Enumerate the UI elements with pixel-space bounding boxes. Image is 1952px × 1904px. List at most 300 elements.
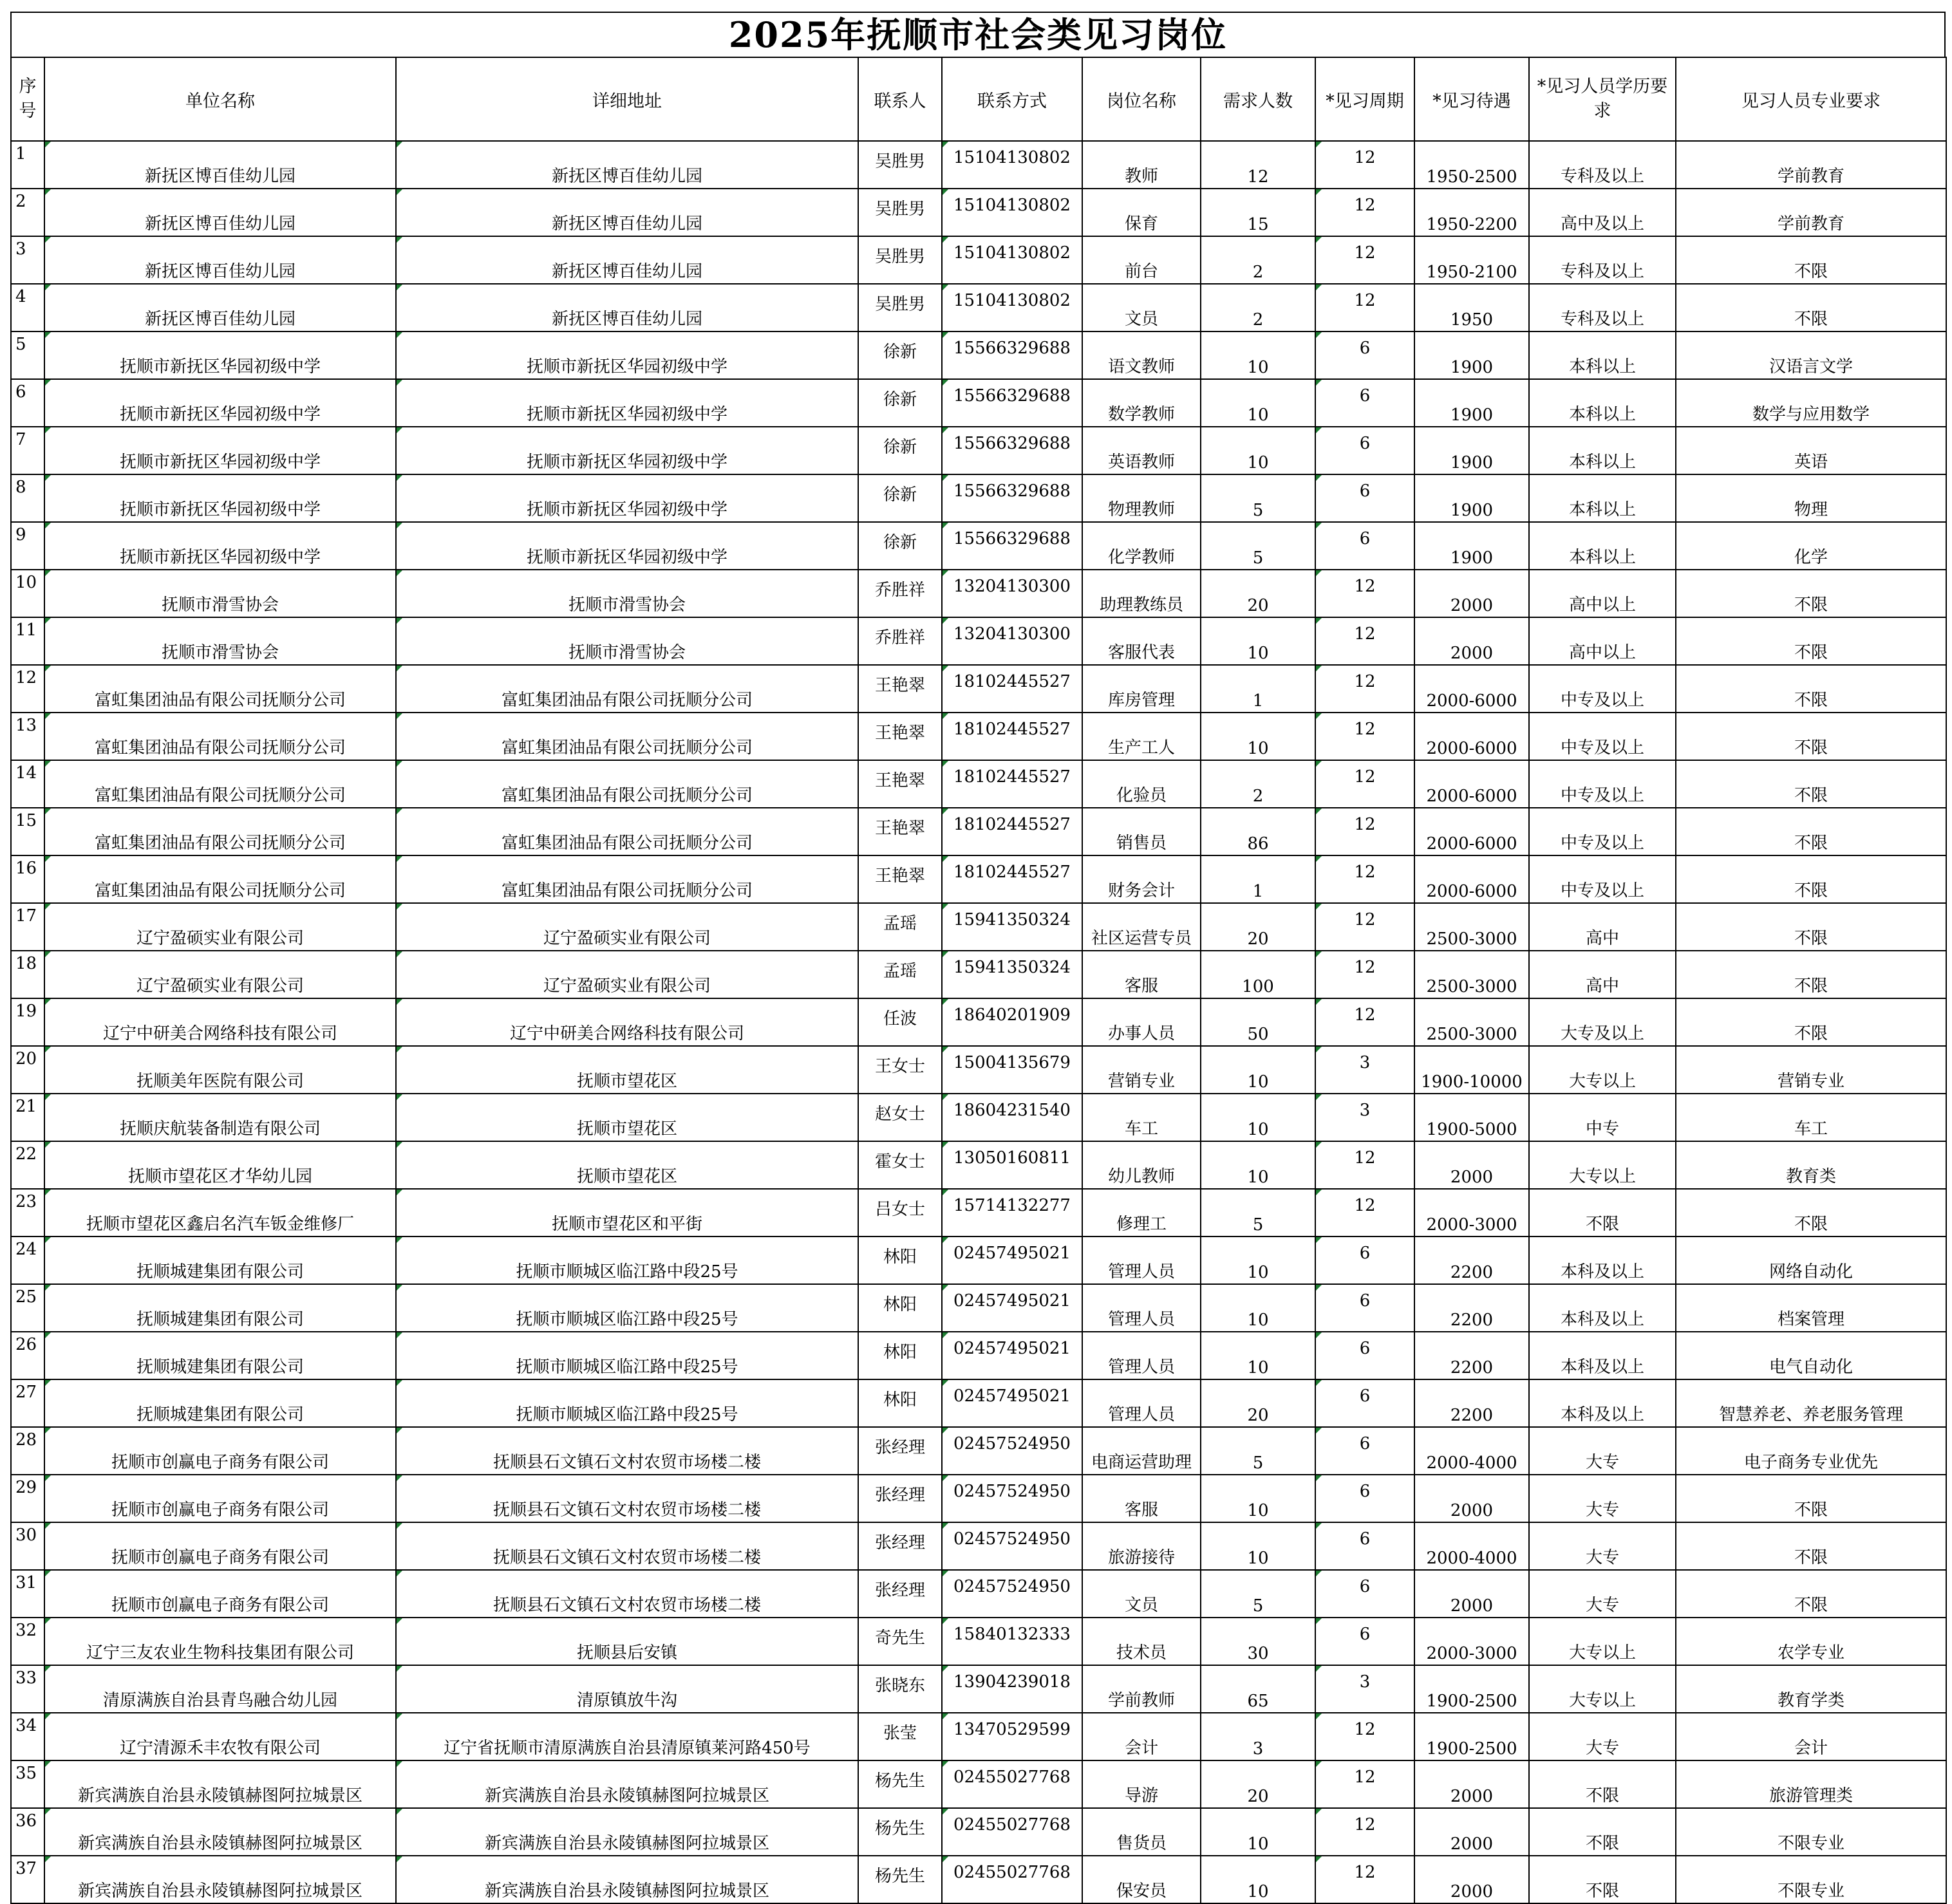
- cell-unit-name[interactable]: 富虹集团油品有限公司抚顺分公司: [44, 713, 396, 760]
- cell-row-index[interactable]: 23: [11, 1189, 44, 1237]
- cell-education[interactable]: 大专: [1529, 1475, 1676, 1522]
- cell-contact[interactable]: 任波: [858, 998, 942, 1046]
- cell-major[interactable]: 数学与应用数学: [1676, 379, 1946, 427]
- cell-phone[interactable]: 02457524950: [942, 1570, 1082, 1618]
- cell-contact[interactable]: 吴胜男: [858, 236, 942, 284]
- cell-major[interactable]: 农学专业: [1676, 1618, 1946, 1665]
- cell-position[interactable]: 管理人员: [1082, 1284, 1201, 1332]
- cell-period[interactable]: 6: [1315, 1475, 1414, 1522]
- cell-phone[interactable]: 15941350324: [942, 951, 1082, 998]
- cell-position[interactable]: 售货员: [1082, 1808, 1201, 1856]
- cell-unit-name[interactable]: 新宾满族自治县永陵镇赫图阿拉城景区: [44, 1856, 396, 1903]
- cell-contact[interactable]: 王女士: [858, 1046, 942, 1094]
- cell-headcount[interactable]: 20: [1201, 1760, 1315, 1808]
- cell-period[interactable]: 12: [1315, 1760, 1414, 1808]
- cell-position[interactable]: 物理教师: [1082, 474, 1201, 522]
- cell-period[interactable]: 6: [1315, 1522, 1414, 1570]
- cell-period[interactable]: 12: [1315, 760, 1414, 808]
- cell-address[interactable]: 抚顺市滑雪协会: [396, 617, 858, 665]
- cell-major[interactable]: 不限: [1676, 951, 1946, 998]
- cell-position[interactable]: 修理工: [1082, 1189, 1201, 1237]
- cell-contact[interactable]: 张经理: [858, 1475, 942, 1522]
- cell-row-index[interactable]: 35: [11, 1760, 44, 1808]
- cell-pay[interactable]: 2200: [1414, 1284, 1529, 1332]
- cell-headcount[interactable]: 10: [1201, 713, 1315, 760]
- cell-period[interactable]: 12: [1315, 855, 1414, 903]
- cell-unit-name[interactable]: 富虹集团油品有限公司抚顺分公司: [44, 665, 396, 713]
- cell-unit-name[interactable]: 新宾满族自治县永陵镇赫图阿拉城景区: [44, 1760, 396, 1808]
- cell-education[interactable]: 大专: [1529, 1713, 1676, 1760]
- cell-period[interactable]: 12: [1315, 1713, 1414, 1760]
- cell-contact[interactable]: 张经理: [858, 1522, 942, 1570]
- cell-contact[interactable]: 王艳翠: [858, 808, 942, 855]
- cell-address[interactable]: 抚顺市新抚区华园初级中学: [396, 427, 858, 474]
- cell-pay[interactable]: 2000-6000: [1414, 760, 1529, 808]
- cell-row-index[interactable]: 25: [11, 1284, 44, 1332]
- cell-position[interactable]: 客服: [1082, 1475, 1201, 1522]
- cell-contact[interactable]: 张晓东: [858, 1665, 942, 1713]
- cell-position[interactable]: 保安员: [1082, 1856, 1201, 1903]
- cell-period[interactable]: 6: [1315, 1570, 1414, 1618]
- cell-education[interactable]: 专科及以上: [1529, 284, 1676, 331]
- cell-period[interactable]: 12: [1315, 998, 1414, 1046]
- cell-phone[interactable]: 15566329688: [942, 331, 1082, 379]
- cell-unit-name[interactable]: 抚顺城建集团有限公司: [44, 1284, 396, 1332]
- cell-position[interactable]: 销售员: [1082, 808, 1201, 855]
- cell-unit-name[interactable]: 新抚区博百佳幼儿园: [44, 284, 396, 331]
- cell-education[interactable]: 高中以上: [1529, 570, 1676, 617]
- cell-education[interactable]: 本科以上: [1529, 474, 1676, 522]
- cell-major[interactable]: 英语: [1676, 427, 1946, 474]
- cell-row-index[interactable]: 10: [11, 570, 44, 617]
- cell-unit-name[interactable]: 新抚区博百佳幼儿园: [44, 141, 396, 189]
- cell-major[interactable]: 营销专业: [1676, 1046, 1946, 1094]
- cell-pay[interactable]: 2000: [1414, 1760, 1529, 1808]
- cell-pay[interactable]: 1900: [1414, 522, 1529, 570]
- cell-position[interactable]: 库房管理: [1082, 665, 1201, 713]
- cell-unit-name[interactable]: 富虹集团油品有限公司抚顺分公司: [44, 808, 396, 855]
- cell-position[interactable]: 财务会计: [1082, 855, 1201, 903]
- cell-period[interactable]: 12: [1315, 570, 1414, 617]
- cell-headcount[interactable]: 20: [1201, 903, 1315, 951]
- cell-unit-name[interactable]: 辽宁盈硕实业有限公司: [44, 951, 396, 998]
- cell-row-index[interactable]: 36: [11, 1808, 44, 1856]
- cell-phone[interactable]: 15566329688: [942, 474, 1082, 522]
- cell-education[interactable]: 大专以上: [1529, 1046, 1676, 1094]
- cell-phone[interactable]: 13204130300: [942, 570, 1082, 617]
- cell-unit-name[interactable]: 抚顺市望花区才华幼儿园: [44, 1141, 396, 1189]
- cell-major[interactable]: 智慧养老、养老服务管理: [1676, 1379, 1946, 1427]
- cell-address[interactable]: 富虹集团油品有限公司抚顺分公司: [396, 855, 858, 903]
- cell-row-index[interactable]: 24: [11, 1237, 44, 1284]
- cell-unit-name[interactable]: 抚顺城建集团有限公司: [44, 1237, 396, 1284]
- cell-row-index[interactable]: 21: [11, 1094, 44, 1141]
- cell-position[interactable]: 社区运营专员: [1082, 903, 1201, 951]
- cell-unit-name[interactable]: 抚顺市创赢电子商务有限公司: [44, 1522, 396, 1570]
- cell-contact[interactable]: 林阳: [858, 1379, 942, 1427]
- cell-row-index[interactable]: 9: [11, 522, 44, 570]
- cell-phone[interactable]: 13050160811: [942, 1141, 1082, 1189]
- cell-phone[interactable]: 15104130802: [942, 141, 1082, 189]
- cell-position[interactable]: 助理教练员: [1082, 570, 1201, 617]
- cell-major[interactable]: 教育类: [1676, 1141, 1946, 1189]
- cell-major[interactable]: 不限: [1676, 855, 1946, 903]
- cell-pay[interactable]: 2000: [1414, 1808, 1529, 1856]
- cell-position[interactable]: 语文教师: [1082, 331, 1201, 379]
- cell-period[interactable]: 6: [1315, 474, 1414, 522]
- cell-contact[interactable]: 乔胜祥: [858, 617, 942, 665]
- cell-pay[interactable]: 2500-3000: [1414, 951, 1529, 998]
- cell-unit-name[interactable]: 新宾满族自治县永陵镇赫图阿拉城景区: [44, 1808, 396, 1856]
- cell-period[interactable]: 12: [1315, 1808, 1414, 1856]
- cell-major[interactable]: 学前教育: [1676, 141, 1946, 189]
- cell-phone[interactable]: 15714132277: [942, 1189, 1082, 1237]
- cell-pay[interactable]: 1900: [1414, 331, 1529, 379]
- cell-row-index[interactable]: 4: [11, 284, 44, 331]
- cell-pay[interactable]: 1900-10000: [1414, 1046, 1529, 1094]
- cell-position[interactable]: 前台: [1082, 236, 1201, 284]
- cell-major[interactable]: 化学: [1676, 522, 1946, 570]
- cell-pay[interactable]: 1900-2500: [1414, 1665, 1529, 1713]
- cell-education[interactable]: 高中: [1529, 903, 1676, 951]
- cell-contact[interactable]: 王艳翠: [858, 713, 942, 760]
- cell-pay[interactable]: 2000: [1414, 1141, 1529, 1189]
- cell-period[interactable]: 6: [1315, 1379, 1414, 1427]
- cell-address[interactable]: 抚顺市望花区: [396, 1046, 858, 1094]
- cell-major[interactable]: 不限: [1676, 760, 1946, 808]
- cell-phone[interactable]: 15566329688: [942, 522, 1082, 570]
- cell-position[interactable]: 技术员: [1082, 1618, 1201, 1665]
- cell-row-index[interactable]: 1: [11, 141, 44, 189]
- cell-address[interactable]: 抚顺县后安镇: [396, 1618, 858, 1665]
- cell-period[interactable]: 12: [1315, 1141, 1414, 1189]
- cell-address[interactable]: 富虹集团油品有限公司抚顺分公司: [396, 808, 858, 855]
- cell-phone[interactable]: 02455027768: [942, 1856, 1082, 1903]
- cell-major[interactable]: 教育学类: [1676, 1665, 1946, 1713]
- cell-row-index[interactable]: 26: [11, 1332, 44, 1379]
- cell-contact[interactable]: 张经理: [858, 1570, 942, 1618]
- cell-major[interactable]: 不限: [1676, 236, 1946, 284]
- cell-education[interactable]: 不限: [1529, 1760, 1676, 1808]
- cell-period[interactable]: 6: [1315, 1237, 1414, 1284]
- cell-headcount[interactable]: 20: [1201, 570, 1315, 617]
- cell-contact[interactable]: 霍女士: [858, 1141, 942, 1189]
- cell-contact[interactable]: 徐新: [858, 427, 942, 474]
- cell-headcount[interactable]: 10: [1201, 1094, 1315, 1141]
- cell-pay[interactable]: 1900: [1414, 427, 1529, 474]
- cell-row-index[interactable]: 20: [11, 1046, 44, 1094]
- cell-pay[interactable]: 2000-3000: [1414, 1189, 1529, 1237]
- cell-row-index[interactable]: 17: [11, 903, 44, 951]
- cell-education[interactable]: 本科及以上: [1529, 1284, 1676, 1332]
- cell-contact[interactable]: 张经理: [858, 1427, 942, 1475]
- cell-contact[interactable]: 徐新: [858, 379, 942, 427]
- cell-unit-name[interactable]: 抚顺城建集团有限公司: [44, 1379, 396, 1427]
- cell-major[interactable]: 不限: [1676, 1189, 1946, 1237]
- cell-contact[interactable]: 王艳翠: [858, 855, 942, 903]
- cell-unit-name[interactable]: 辽宁盈硕实业有限公司: [44, 903, 396, 951]
- cell-headcount[interactable]: 10: [1201, 1332, 1315, 1379]
- cell-phone[interactable]: 18102445527: [942, 808, 1082, 855]
- cell-unit-name[interactable]: 抚顺市新抚区华园初级中学: [44, 522, 396, 570]
- cell-major[interactable]: 不限专业: [1676, 1856, 1946, 1903]
- cell-major[interactable]: 不限: [1676, 998, 1946, 1046]
- cell-phone[interactable]: 02457495021: [942, 1284, 1082, 1332]
- cell-pay[interactable]: 2200: [1414, 1237, 1529, 1284]
- cell-headcount[interactable]: 50: [1201, 998, 1315, 1046]
- cell-position[interactable]: 客服: [1082, 951, 1201, 998]
- cell-position[interactable]: 文员: [1082, 1570, 1201, 1618]
- cell-pay[interactable]: 2000: [1414, 1570, 1529, 1618]
- cell-unit-name[interactable]: 清原满族自治县青鸟融合幼儿园: [44, 1665, 396, 1713]
- cell-major[interactable]: 不限: [1676, 808, 1946, 855]
- cell-address[interactable]: 抚顺市顺城区临江路中段25号: [396, 1379, 858, 1427]
- cell-period[interactable]: 6: [1315, 1332, 1414, 1379]
- cell-contact[interactable]: 奇先生: [858, 1618, 942, 1665]
- cell-pay[interactable]: 1950-2100: [1414, 236, 1529, 284]
- cell-unit-name[interactable]: 辽宁清源禾丰农牧有限公司: [44, 1713, 396, 1760]
- cell-address[interactable]: 新宾满族自治县永陵镇赫图阿拉城景区: [396, 1856, 858, 1903]
- cell-headcount[interactable]: 10: [1201, 427, 1315, 474]
- cell-row-index[interactable]: 19: [11, 998, 44, 1046]
- cell-unit-name[interactable]: 辽宁三友农业生物科技集团有限公司: [44, 1618, 396, 1665]
- cell-phone[interactable]: 02457495021: [942, 1237, 1082, 1284]
- cell-address[interactable]: 辽宁盈硕实业有限公司: [396, 951, 858, 998]
- cell-period[interactable]: 12: [1315, 141, 1414, 189]
- cell-row-index[interactable]: 32: [11, 1618, 44, 1665]
- cell-contact[interactable]: 吕女士: [858, 1189, 942, 1237]
- cell-period[interactable]: 6: [1315, 1427, 1414, 1475]
- cell-education[interactable]: 本科及以上: [1529, 1237, 1676, 1284]
- cell-address[interactable]: 抚顺市新抚区华园初级中学: [396, 379, 858, 427]
- cell-contact[interactable]: 徐新: [858, 331, 942, 379]
- cell-row-index[interactable]: 18: [11, 951, 44, 998]
- cell-position[interactable]: 客服代表: [1082, 617, 1201, 665]
- cell-position[interactable]: 导游: [1082, 1760, 1201, 1808]
- cell-unit-name[interactable]: 抚顺庆航装备制造有限公司: [44, 1094, 396, 1141]
- cell-contact[interactable]: 吴胜男: [858, 141, 942, 189]
- cell-pay[interactable]: 2000-4000: [1414, 1522, 1529, 1570]
- cell-contact[interactable]: 孟瑶: [858, 951, 942, 998]
- cell-period[interactable]: 12: [1315, 617, 1414, 665]
- cell-unit-name[interactable]: 抚顺市新抚区华园初级中学: [44, 379, 396, 427]
- cell-row-index[interactable]: 14: [11, 760, 44, 808]
- cell-headcount[interactable]: 5: [1201, 522, 1315, 570]
- cell-row-index[interactable]: 8: [11, 474, 44, 522]
- cell-phone[interactable]: 15104130802: [942, 236, 1082, 284]
- cell-phone[interactable]: 15840132333: [942, 1618, 1082, 1665]
- cell-position[interactable]: 文员: [1082, 284, 1201, 331]
- cell-headcount[interactable]: 10: [1201, 331, 1315, 379]
- cell-position[interactable]: 管理人员: [1082, 1379, 1201, 1427]
- cell-education[interactable]: 高中以上: [1529, 617, 1676, 665]
- cell-row-index[interactable]: 16: [11, 855, 44, 903]
- cell-pay[interactable]: 2000-6000: [1414, 713, 1529, 760]
- cell-pay[interactable]: 2200: [1414, 1379, 1529, 1427]
- cell-major[interactable]: 不限: [1676, 1522, 1946, 1570]
- cell-contact[interactable]: 徐新: [858, 474, 942, 522]
- cell-major[interactable]: 不限: [1676, 1475, 1946, 1522]
- cell-headcount[interactable]: 10: [1201, 1856, 1315, 1903]
- cell-headcount[interactable]: 3: [1201, 1713, 1315, 1760]
- cell-headcount[interactable]: 10: [1201, 379, 1315, 427]
- cell-phone[interactable]: 02457495021: [942, 1379, 1082, 1427]
- cell-contact[interactable]: 杨先生: [858, 1856, 942, 1903]
- cell-address[interactable]: 辽宁盈硕实业有限公司: [396, 903, 858, 951]
- cell-headcount[interactable]: 1: [1201, 855, 1315, 903]
- cell-headcount[interactable]: 5: [1201, 474, 1315, 522]
- cell-education[interactable]: 大专: [1529, 1427, 1676, 1475]
- cell-position[interactable]: 管理人员: [1082, 1332, 1201, 1379]
- cell-headcount[interactable]: 10: [1201, 1237, 1315, 1284]
- cell-major[interactable]: 不限: [1676, 903, 1946, 951]
- cell-education[interactable]: 不限: [1529, 1189, 1676, 1237]
- cell-headcount[interactable]: 100: [1201, 951, 1315, 998]
- cell-period[interactable]: 3: [1315, 1665, 1414, 1713]
- cell-position[interactable]: 生产工人: [1082, 713, 1201, 760]
- cell-headcount[interactable]: 5: [1201, 1189, 1315, 1237]
- cell-address[interactable]: 富虹集团油品有限公司抚顺分公司: [396, 760, 858, 808]
- cell-address[interactable]: 新宾满族自治县永陵镇赫图阿拉城景区: [396, 1760, 858, 1808]
- cell-headcount[interactable]: 2: [1201, 760, 1315, 808]
- cell-period[interactable]: 12: [1315, 903, 1414, 951]
- cell-address[interactable]: 抚顺市顺城区临江路中段25号: [396, 1284, 858, 1332]
- cell-unit-name[interactable]: 抚顺市滑雪协会: [44, 617, 396, 665]
- cell-unit-name[interactable]: 抚顺美年医院有限公司: [44, 1046, 396, 1094]
- cell-row-index[interactable]: 13: [11, 713, 44, 760]
- cell-education[interactable]: 本科及以上: [1529, 1332, 1676, 1379]
- cell-headcount[interactable]: 15: [1201, 189, 1315, 236]
- cell-period[interactable]: 3: [1315, 1046, 1414, 1094]
- cell-pay[interactable]: 2000-6000: [1414, 855, 1529, 903]
- cell-headcount[interactable]: 10: [1201, 1046, 1315, 1094]
- cell-headcount[interactable]: 5: [1201, 1570, 1315, 1618]
- cell-position[interactable]: 管理人员: [1082, 1237, 1201, 1284]
- cell-phone[interactable]: 15566329688: [942, 379, 1082, 427]
- cell-pay[interactable]: 1900-5000: [1414, 1094, 1529, 1141]
- cell-address[interactable]: 新抚区博百佳幼儿园: [396, 236, 858, 284]
- cell-phone[interactable]: 18102445527: [942, 665, 1082, 713]
- cell-education[interactable]: 本科及以上: [1529, 1379, 1676, 1427]
- cell-address[interactable]: 抚顺市望花区和平街: [396, 1189, 858, 1237]
- cell-position[interactable]: 办事人员: [1082, 998, 1201, 1046]
- cell-contact[interactable]: 杨先生: [858, 1760, 942, 1808]
- cell-headcount[interactable]: 86: [1201, 808, 1315, 855]
- cell-unit-name[interactable]: 富虹集团油品有限公司抚顺分公司: [44, 855, 396, 903]
- cell-row-index[interactable]: 30: [11, 1522, 44, 1570]
- cell-row-index[interactable]: 31: [11, 1570, 44, 1618]
- cell-address[interactable]: 抚顺县石文镇石文村农贸市场楼二楼: [396, 1522, 858, 1570]
- cell-education[interactable]: 大专: [1529, 1522, 1676, 1570]
- cell-period[interactable]: 3: [1315, 1094, 1414, 1141]
- cell-education[interactable]: 中专及以上: [1529, 760, 1676, 808]
- cell-phone[interactable]: 02457524950: [942, 1427, 1082, 1475]
- cell-phone[interactable]: 15941350324: [942, 903, 1082, 951]
- cell-pay[interactable]: 1950-2500: [1414, 141, 1529, 189]
- cell-headcount[interactable]: 10: [1201, 1475, 1315, 1522]
- cell-row-index[interactable]: 37: [11, 1856, 44, 1903]
- cell-period[interactable]: 6: [1315, 427, 1414, 474]
- cell-period[interactable]: 12: [1315, 189, 1414, 236]
- cell-address[interactable]: 新宾满族自治县永陵镇赫图阿拉城景区: [396, 1808, 858, 1856]
- cell-headcount[interactable]: 10: [1201, 617, 1315, 665]
- cell-position[interactable]: 营销专业: [1082, 1046, 1201, 1094]
- cell-phone[interactable]: 18102445527: [942, 713, 1082, 760]
- cell-major[interactable]: 档案管理: [1676, 1284, 1946, 1332]
- cell-period[interactable]: 12: [1315, 951, 1414, 998]
- cell-major[interactable]: 网络自动化: [1676, 1237, 1946, 1284]
- cell-period[interactable]: 6: [1315, 331, 1414, 379]
- cell-period[interactable]: 6: [1315, 1284, 1414, 1332]
- cell-major[interactable]: 电子商务专业优先: [1676, 1427, 1946, 1475]
- cell-phone[interactable]: 02457524950: [942, 1522, 1082, 1570]
- cell-headcount[interactable]: 10: [1201, 1808, 1315, 1856]
- cell-phone[interactable]: 02455027768: [942, 1808, 1082, 1856]
- cell-contact[interactable]: 林阳: [858, 1284, 942, 1332]
- cell-phone[interactable]: 15104130802: [942, 284, 1082, 331]
- cell-address[interactable]: 富虹集团油品有限公司抚顺分公司: [396, 713, 858, 760]
- cell-education[interactable]: 大专以上: [1529, 1618, 1676, 1665]
- cell-position[interactable]: 保育: [1082, 189, 1201, 236]
- cell-phone[interactable]: 15566329688: [942, 427, 1082, 474]
- cell-education[interactable]: 大专: [1529, 1570, 1676, 1618]
- cell-education[interactable]: 大专以上: [1529, 1141, 1676, 1189]
- cell-unit-name[interactable]: 抚顺市望花区鑫启名汽车钣金维修厂: [44, 1189, 396, 1237]
- cell-major[interactable]: 车工: [1676, 1094, 1946, 1141]
- cell-row-index[interactable]: 6: [11, 379, 44, 427]
- cell-headcount[interactable]: 65: [1201, 1665, 1315, 1713]
- cell-major[interactable]: 不限: [1676, 1570, 1946, 1618]
- cell-education[interactable]: 大专及以上: [1529, 998, 1676, 1046]
- cell-unit-name[interactable]: 抚顺市新抚区华园初级中学: [44, 427, 396, 474]
- cell-major[interactable]: 旅游管理类: [1676, 1760, 1946, 1808]
- cell-phone[interactable]: 02457495021: [942, 1332, 1082, 1379]
- cell-pay[interactable]: 1950: [1414, 284, 1529, 331]
- cell-period[interactable]: 12: [1315, 713, 1414, 760]
- cell-contact[interactable]: 孟瑶: [858, 903, 942, 951]
- cell-address[interactable]: 抚顺市滑雪协会: [396, 570, 858, 617]
- cell-row-index[interactable]: 2: [11, 189, 44, 236]
- cell-major[interactable]: 不限: [1676, 665, 1946, 713]
- cell-unit-name[interactable]: 抚顺市创赢电子商务有限公司: [44, 1475, 396, 1522]
- cell-phone[interactable]: 18102445527: [942, 760, 1082, 808]
- cell-address[interactable]: 抚顺市新抚区华园初级中学: [396, 331, 858, 379]
- cell-position[interactable]: 化学教师: [1082, 522, 1201, 570]
- cell-headcount[interactable]: 2: [1201, 284, 1315, 331]
- cell-contact[interactable]: 王艳翠: [858, 760, 942, 808]
- cell-education[interactable]: 中专: [1529, 1094, 1676, 1141]
- cell-position[interactable]: 旅游接待: [1082, 1522, 1201, 1570]
- cell-pay[interactable]: 2000: [1414, 1856, 1529, 1903]
- cell-row-index[interactable]: 33: [11, 1665, 44, 1713]
- cell-phone[interactable]: 02455027768: [942, 1760, 1082, 1808]
- cell-row-index[interactable]: 29: [11, 1475, 44, 1522]
- cell-unit-name[interactable]: 抚顺市新抚区华园初级中学: [44, 474, 396, 522]
- cell-education[interactable]: 大专以上: [1529, 1665, 1676, 1713]
- cell-address[interactable]: 抚顺市顺城区临江路中段25号: [396, 1332, 858, 1379]
- cell-phone[interactable]: 18102445527: [942, 855, 1082, 903]
- cell-major[interactable]: 不限: [1676, 570, 1946, 617]
- cell-headcount[interactable]: 10: [1201, 1522, 1315, 1570]
- cell-address[interactable]: 抚顺县石文镇石文村农贸市场楼二楼: [396, 1570, 858, 1618]
- cell-contact[interactable]: 张莹: [858, 1713, 942, 1760]
- cell-unit-name[interactable]: 抚顺城建集团有限公司: [44, 1332, 396, 1379]
- cell-headcount[interactable]: 5: [1201, 1427, 1315, 1475]
- cell-period[interactable]: 12: [1315, 1189, 1414, 1237]
- cell-contact[interactable]: 林阳: [858, 1332, 942, 1379]
- cell-period[interactable]: 6: [1315, 379, 1414, 427]
- cell-contact[interactable]: 徐新: [858, 522, 942, 570]
